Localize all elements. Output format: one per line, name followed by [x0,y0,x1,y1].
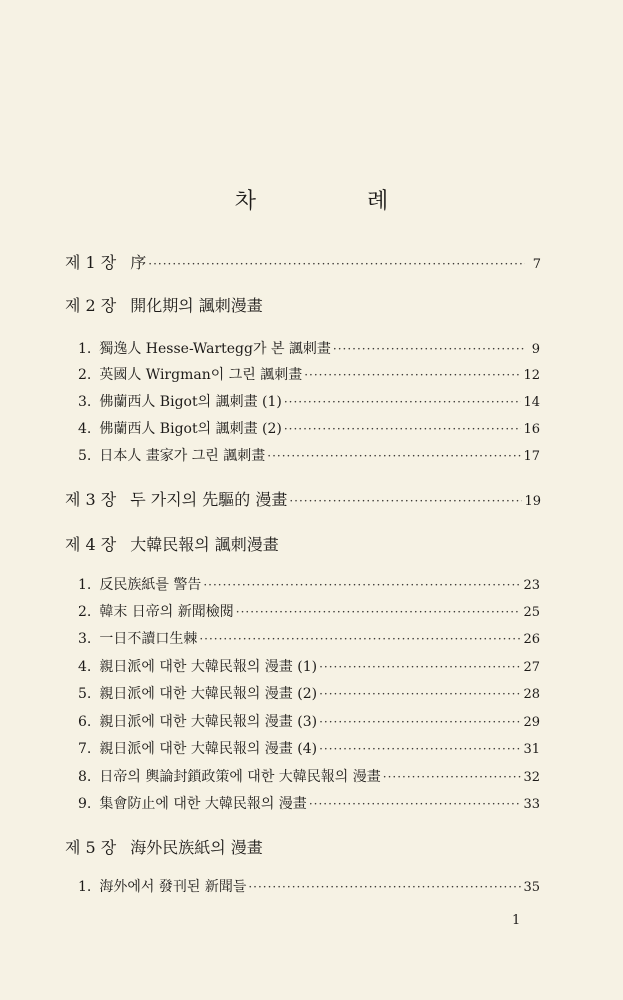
page-number: 33 [523,797,540,812]
toc-item[interactable] [78,364,540,384]
toc-chapter-5[interactable] [65,835,541,858]
leader-dots [284,395,522,409]
chapter-number: 제 3 장 [65,490,117,509]
leader-dots [304,368,521,382]
item-title: 日帝의 輿論封鎖政策에 대한 大韓民報의 漫畫 [99,769,381,785]
page-number: 29 [523,715,540,730]
toc-item[interactable] [78,338,540,358]
page-number: 35 [523,880,540,895]
toc-item[interactable] [78,876,540,896]
page-number: 9 [531,342,540,357]
toc-item[interactable] [78,711,540,731]
toc-item[interactable] [78,601,540,621]
item-title: 親日派에 대한 大韓民報의 漫畫 (4) [99,741,318,757]
item-number: 1. [78,577,92,593]
item-title: 一日不讀口生棘 [99,631,198,647]
page-number: 12 [523,368,540,383]
chapter-number: 제 4 장 [65,535,117,554]
page-number: 7 [532,257,541,272]
item-number: 2. [78,367,92,383]
toc-chapter-3[interactable] [65,487,541,510]
item-number: 1. [78,341,92,357]
chapter-title: 開化期의 諷刺漫畫 [130,296,263,315]
page-number: 19 [524,494,541,509]
page-number: 32 [523,770,540,785]
leader-dots [319,715,521,729]
toc-item[interactable] [78,445,540,465]
leader-dots [236,605,522,619]
item-title: 佛蘭西人 Bigot의 諷刺畫 (2) [99,421,282,437]
page-folio: 1 [512,913,521,928]
item-number: 6. [78,714,92,730]
item-number: 3. [78,394,92,410]
chapter-number: 제 5 장 [65,838,117,857]
toc-item[interactable] [78,766,540,786]
leader-dots [319,742,521,756]
leader-dots [248,880,521,894]
toc-chapter-1[interactable] [65,250,541,273]
toc-chapter-4[interactable] [65,532,541,555]
page-number: 27 [523,660,540,675]
leader-dots [319,687,521,701]
item-title: 佛蘭西人 Bigot의 諷刺畫 (1) [99,394,282,410]
leader-dots [319,660,521,674]
leader-dots [284,422,522,436]
item-number: 2. [78,604,92,620]
toc-heading: 차 례 [234,189,441,214]
item-number: 4. [78,421,92,437]
toc-item[interactable] [78,628,540,648]
chapter-title: 大韓民報의 諷刺漫畫 [130,535,279,554]
chapter-number: 제 2 장 [65,296,117,315]
item-number: 5. [78,448,92,464]
toc-item[interactable] [78,391,540,411]
item-title: 韓末 日帝의 新聞檢閱 [99,604,234,620]
item-title: 日本人 畫家가 그린 諷刺畫 [99,448,266,464]
leader-dots [203,578,521,592]
leader-dots [199,632,521,646]
item-title: 親日派에 대한 大韓民報의 漫畫 (3) [99,714,318,730]
page-number: 26 [523,632,540,647]
toc-item[interactable] [78,683,540,703]
item-title: 海外에서 發刊된 新聞들 [99,879,247,895]
toc-item[interactable] [78,574,540,594]
page-number: 28 [523,687,540,702]
page-number: 17 [523,449,540,464]
leader-dots [148,257,525,271]
toc-item[interactable] [78,738,540,758]
item-title: 英國人 Wirgman이 그린 諷刺畫 [99,367,303,383]
item-number: 3. [78,631,92,647]
item-title: 反民族紙를 警告 [99,577,202,593]
leader-dots [333,342,524,356]
item-title: 集會防止에 대한 大韓民報의 漫畫 [99,796,307,812]
chapter-title: 序 [130,253,147,272]
item-title: 獨逸人 Hesse-Wartegg가 본 諷刺畫 [99,341,331,357]
page-number: 25 [523,605,540,620]
item-number: 5. [78,686,92,702]
leader-dots [267,449,521,463]
toc-item[interactable] [78,656,540,676]
leader-dots [289,494,522,508]
page-number: 14 [523,395,540,410]
chapter-title: 海外民族紙의 漫畫 [130,838,263,857]
item-number: 7. [78,741,92,757]
page-number: 16 [523,422,540,437]
leader-dots [383,770,522,784]
item-title: 親日派에 대한 大韓民報의 漫畫 (1) [99,659,318,675]
item-number: 8. [78,769,92,785]
toc-item[interactable] [78,793,540,813]
item-title: 親日派에 대한 大韓民報의 漫畫 (2) [99,686,318,702]
item-number: 4. [78,659,92,675]
toc-item[interactable] [78,418,540,438]
leader-dots [309,797,522,811]
chapter-number: 제 1 장 [65,253,117,272]
toc-chapter-2[interactable] [65,293,541,316]
chapter-title: 두 가지의 先驅的 漫畫 [130,490,288,509]
page-number: 31 [523,742,540,757]
item-number: 9. [78,796,92,812]
page-number: 23 [523,578,540,593]
item-number: 1. [78,879,92,895]
